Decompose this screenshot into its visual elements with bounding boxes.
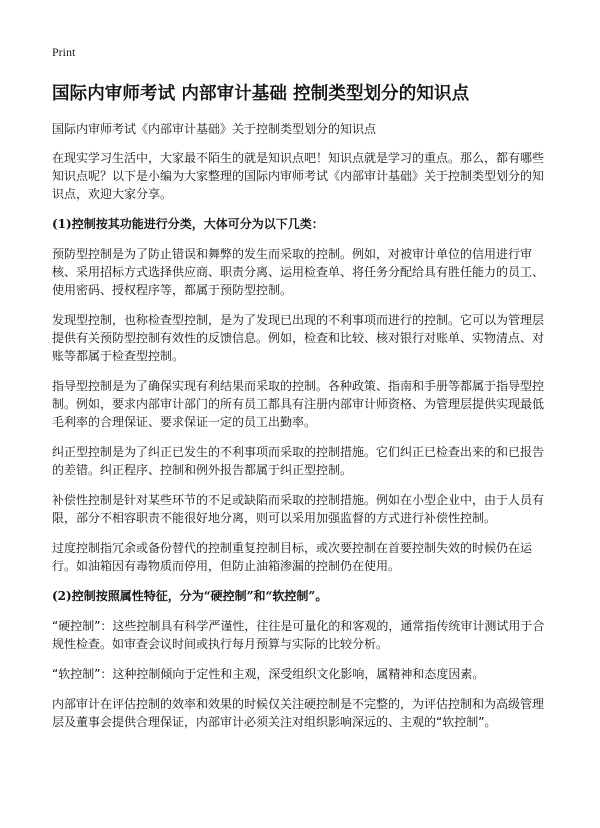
- paragraph-redundant-control: 过度控制指冗余或备份替代的控制重复控制目标，或次要控制在首要控制失效的时候仍在运行。如油箱因有毒物质而停用，但防止油箱渗漏的控制仍在使用。: [52, 541, 533, 573]
- intro-paragraph: 在现实学习生活中，大家最不陌生的就是知识点吧！知识点就是学习的重点。那么，都有哪些知识点呢？以下是小编为大家整理的国际内审师考试《内部审计基础》关于控制类型划分的知识点，欢迎大家分享。: [52, 151, 545, 201]
- section-heading-attribute: (2)控制按照属性特征，分为“硬控制”和“软控制”。: [52, 589, 328, 603]
- paragraph-hard-control: “硬控制”：这些控制具有科学严谨性，往往是可量化的和客观的，通常指传统审计测试用于合规性检查。如审查会议时间或执行每月预算与实际的比较分析。: [52, 619, 545, 651]
- section-heading-function: (1)控制按其功能进行分类，大体可分为以下几类：: [52, 217, 324, 231]
- article-subtitle: 国际内审师考试《内部审计基础》关于控制类型划分的知识点: [52, 122, 377, 136]
- paragraph-directive-control: 指导型控制是为了确保实现有利结果而采取的控制。各种政策、指南和手册等都属于指导型控制。例如，要求内部审计部门的所有员工都具有注册内部审计师资格、为管理层提供实现最低毛利率的合理保证、要求保证一定的员工出勤率。: [52, 379, 545, 429]
- paragraph-conclusion: 内部审计在评估控制的效率和效果的时候仅关注硬控制是不完整的，为评估控制和为高级管理层及董事会提供合理保证，内部审计必须关注对组织影响深远的、主观的“软控制”。: [52, 697, 545, 729]
- article-body: [52, 120, 552, 743]
- page-title: 国际内审师考试 内部审计基础 控制类型划分的知识点: [52, 84, 470, 104]
- paragraph-detective-control: 发现型控制，也称检查型控制，是为了发现已出现的不利事项而进行的控制。它可以为管理层提供有关预防型控制有效性的反馈信息。例如，检查和比较、核对银行对账单、实物清点、对账等都属于检查型控制。: [52, 313, 545, 363]
- print-link[interactable]: Print: [52, 45, 76, 59]
- paragraph-compensating-control: 补偿性控制是针对某些环节的不足或缺陷而采取的控制措施。例如在小型企业中，由于人员有限，部分不相容职责不能很好地分离，则可以采用加强监督的方式进行补偿性控制。: [52, 493, 545, 525]
- paragraph-corrective-control: 纠正型控制是为了纠正已发生的不利事项而采取的控制措施。它们纠正已检查出来的和已报告的差错。纠正程序、控制和例外报告都属于纠正型控制。: [52, 445, 545, 477]
- paragraph-soft-control: “软控制”：这种控制倾向于定性和主观，深受组织文化影响，属精神和态度因素。: [52, 667, 485, 681]
- paragraph-preventive-control: 预防型控制是为了防止错误和舞弊的发生而采取的控制。例如，对被审计单位的信用进行审核、采用招标方式选择供应商、职责分离、运用检查单、将任务分配给具有胜任能力的员工、使用密码、授权程序等，都属于预防型控制。: [52, 247, 545, 297]
